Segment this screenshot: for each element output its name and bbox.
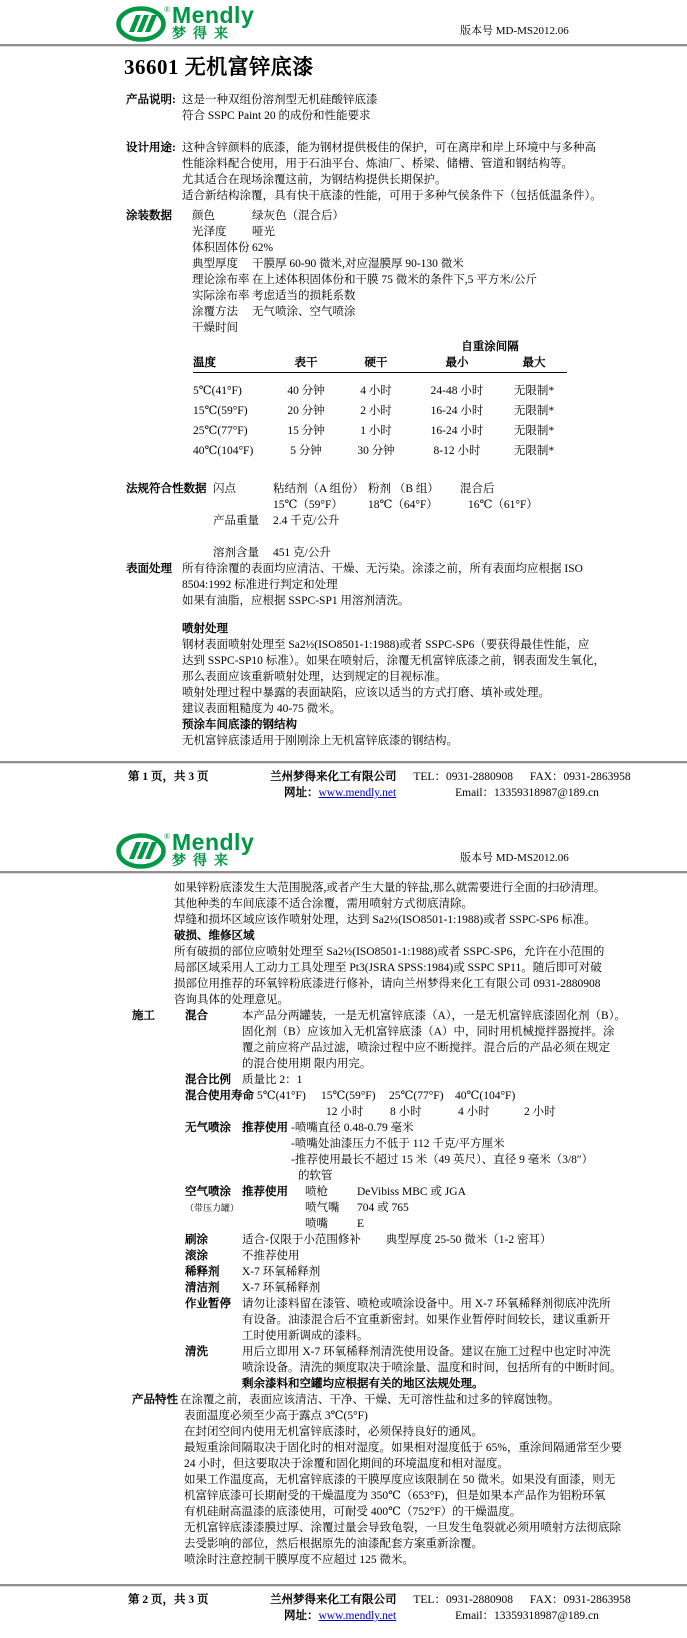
item-key: 喷气嘴 [305,1202,340,1214]
section-design-use [0,140,687,204]
cell: 15 分钟 [287,425,325,437]
text-line: 性能涂料配合使用，用于石油平台、炼油厂、桥梁、储槽、管道和钢结构等。 [182,158,573,170]
cell: 30 分钟 [357,445,395,457]
brand-name-cn: 梦得来 [172,25,235,41]
page-1 [0,0,687,801]
drying-time-table [193,338,567,461]
text-line: 的软管 [298,1170,333,1182]
pot-life-times [326,1104,687,1120]
text-line: 如果有油脂，应根据 SSPC-SP1 用溶剂清洗。 [182,595,410,607]
recommended-label: 推荐使用 [242,1122,288,1134]
section-application [0,1008,687,1392]
value: X-7 环氧稀释剂 [242,1282,321,1294]
damage-repair-title: 破损、维修区域 [174,930,255,942]
footer-line-2 [270,1608,645,1624]
web-label: 网址： [284,787,319,799]
col-header: 表干 [273,355,339,372]
text-line: 达到 SSPC-SP10 标准）。如果在喷射后，涂覆无机富锌底漆之前，钢表面发生氧化， [182,655,605,667]
table-row [193,421,567,441]
brand-logo [116,831,254,869]
coating-prop-row [192,304,687,320]
prop-key: 闪点 [213,483,236,495]
value: 451 克/公升 [273,547,331,559]
text-line: 在涂覆之前，表面应该清洁、干净、干燥、无可溶性盐和过多的锌腐蚀物。 [180,1394,560,1406]
text-line: 这是一种双组份溶剂型无机硅酸锌底漆 [182,94,378,106]
value: X-7 环氧稀释剂 [242,1266,321,1278]
text-line: 固化剂（B）应该加入无机富锌底漆（A）中，同时用机械搅拌器搅拌。涂 [242,1026,615,1038]
text-line: 如果工作温度高，无机富锌底漆的干膜厚度应该限制在 50 微米。如果没有面漆，则无 [184,1474,616,1486]
pot-life-temps [257,1088,515,1104]
tel: TEL：0931-2880908 [413,771,514,783]
time: 12 小时 [326,1106,364,1118]
fax: FAX：0931-2863958 [529,1594,631,1606]
cell: 40℃(104°F) [193,445,254,457]
text-line: -喷嘴直径 0.48-0.79 毫米 [291,1122,414,1134]
brand-logo [116,4,254,42]
page-header [0,827,687,871]
prop-body [242,1072,302,1088]
prop-key: 作业暂停 [185,1298,231,1310]
airless-spray-row [185,1120,687,1184]
time: 8 小时 [390,1106,422,1118]
text-line: 符合 SSPC Paint 20 的成份和性能要求 [182,110,371,122]
col-header: 硬干 [339,355,413,372]
text-line: 喷涂时注意控制干膜厚度不应超过 125 微米。 [184,1554,414,1566]
air-spray-item [291,1200,466,1216]
overcoat-header: 自重涂间隔 [461,340,519,353]
prop-key: 光泽度 [192,226,227,238]
text-line: 如果锌粉底漆发生大范围脱落,或者产生大量的锌盐,那么就需要进行全面的扫砂清理。 [174,882,606,894]
cleanup-row [185,1344,687,1392]
air-spray-item [291,1184,466,1200]
prop-key: 稀释剂 [185,1266,220,1278]
text-line: 机富锌底漆可长期耐受的干燥温度为 350℃（653°F)，但是如果本产品作为铝粉环氧 [184,1490,606,1502]
shop-primer-title: 预涂车间底漆的钢结构 [182,719,297,731]
prop-key: 清洁剂 [185,1282,220,1294]
prop-body [242,1280,320,1296]
mendly-logo-icon [116,831,170,869]
col-header: 最大 [501,355,567,372]
footer-divider [0,1584,687,1587]
brush-row [185,1232,687,1248]
section-body [182,92,687,124]
value: 适合-仅限于小范围修补 [242,1234,361,1246]
email: Email：13359318987@189.cn [455,1610,599,1622]
cell: 40 分钟 [287,385,325,397]
cell: 5℃(41°F) [193,385,242,397]
prop-body [242,1232,552,1248]
mixing-row [185,1008,687,1072]
overcoat-header-row [193,338,567,355]
text-line: 局部区域采用人工动力工具处理至 Pt3(JSRA SPSS:1984)或 SSPC SP11。随后即可对破 [174,962,602,974]
cell: 5 分钟 [290,445,322,457]
section-body [213,481,687,561]
text-line: 这种含锌颜料的底漆，能为钢材提供极佳的保护，可在离岸和岸上环境中与多种高 [182,142,596,154]
flash-point-row [213,481,687,497]
col-header: 混合后 [460,483,495,495]
temp: 5℃(41°F) [257,1090,306,1102]
air-spray-item [291,1216,466,1232]
section-body [192,208,687,336]
section-body [182,561,687,749]
web-label: 网址： [284,1610,319,1622]
time: 4 小时 [458,1106,490,1118]
item-value: 704 或 765 [357,1202,409,1214]
text-line: 请勿让漆料留在漆管、喷枪或喷涂设备中。用 X-7 环氧稀释剂彻底冲洗所 [242,1298,611,1310]
cell: 无限制* [513,425,555,437]
pot-life-row [185,1088,687,1104]
section-body [182,140,687,204]
cell: 2 小时 [360,405,392,417]
prop-body [291,1184,466,1232]
prop-value: 干膜厚 60-90 微米,对应湿膜厚 90-130 微米 [252,258,464,270]
website-link[interactable]: www.mendly.net [318,787,397,799]
page-title: 36601 无机富锌底漆 [124,55,314,79]
prop-body [242,1264,320,1280]
text-line: 焊缝和损坏区域应该作喷射处理，达到 Sa2½(ISO8501-1:1988)或者 SSPC-SP6 标准。 [174,914,596,926]
page-number: 第 1 页，共 3 页 [128,771,209,783]
brush-thickness: 典型厚度 25-50 微米（1-2 密耳） [385,1234,552,1246]
footer-divider [0,761,687,764]
prop-body [242,1248,300,1264]
prop-key: 刷涂 [185,1234,208,1246]
text-line: 钢材表面喷射处理至 Sa2½(ISO8501-1:1988)或者 SSPC-SP6（要获得最佳性能，应 [182,639,590,651]
cell: 16-24 小时 [430,405,484,417]
prop-key: 体积固体份 [192,242,250,254]
coating-prop-row [192,224,687,240]
thinner-row [185,1264,687,1280]
table-row [193,381,567,401]
section-label: 施工 [132,1010,155,1022]
fax: FAX：0931-2863958 [529,771,631,783]
cell: 无限制* [513,445,555,457]
text-line: -喷嘴处油漆压力不低于 112 千克/平方厘米 [291,1138,505,1150]
brand-name-cn: 梦得来 [172,852,235,868]
disposal-note: 剩余漆料和空罐均应根据有关的地区法规处理。 [242,1378,484,1390]
website-link[interactable]: www.mendly.net [318,1610,397,1622]
prop-key: 混合使用寿命 [185,1090,254,1102]
value: 不推荐使用 [242,1250,300,1262]
prop-key: 干燥时间 [192,322,238,334]
brand-name: Mendly [172,829,255,855]
prop-key: 清洗 [185,1346,208,1358]
text-line: 的混合使用期 限内用完。 [242,1058,372,1070]
pressure-pot-note: （带压力罐） [185,1203,240,1213]
version-label: 版本号 MD-MS2012.06 [460,852,569,864]
cell: 24-48 小时 [430,385,484,397]
section-label: 产品说明: [126,94,176,106]
section-features [0,1392,687,1408]
table-row [193,441,567,461]
blast-title: 喷射处理 [182,623,228,635]
tel: TEL：0931-2880908 [413,1594,514,1606]
section-label: 表面处理 [126,563,172,575]
surface-prep-continued [174,880,687,1008]
prop-key: 混合比例 [185,1074,231,1086]
cell: 4 小时 [360,385,392,397]
prop-key-main: 空气喷涂 [185,1186,231,1198]
text-line: -推荐使用最长不超过 15 米（49 英尺）、直径 9 毫米（3/8″） [291,1154,594,1166]
prop-key: 涂覆方法 [192,306,238,318]
text-line: 咨询具体的处理意见。 [174,994,289,1006]
version-label: 版本号 MD-MS2012.06 [460,25,569,37]
coating-prop-row [192,240,687,256]
prop-key: 理论涂布率 [192,274,250,286]
section-label: 产品特性 [132,1394,178,1406]
section-body [180,1392,687,1408]
text-line: 覆之前应将产品过滤，喷涂过程中应不断搅拌。混合后的产品必须在规定 [242,1042,610,1054]
text-line: 尤其适合在现场涂覆这前，为钢结构提供长期保护。 [182,174,447,186]
temp: 25℃(77°F) [389,1090,444,1102]
text-line: 表面温度必须至少高于露点 3℃(5°F) [184,1410,368,1422]
footer-line-1 [270,769,645,785]
text-line: 所有待涂覆的表面均应清洁、干燥、无污染。涂漆之前，所有表面均应根据 ISO [182,563,583,575]
prop-body [291,1120,593,1184]
text-line: 所有破损的部位应喷射处理至 Sa2½(ISO8501-1:1988)或者 SSPC-SP6，允许在小范围的 [174,946,605,958]
time: 2 小时 [524,1106,556,1118]
value: 15℃（59°F） [273,499,343,511]
registered-mark: ® [164,5,170,14]
roller-row [185,1248,687,1264]
page-2 [0,827,687,1624]
temp: 40℃(104°F) [455,1090,516,1102]
page-footer [0,769,687,801]
flash-point-values [213,497,687,513]
item-key: 喷枪 [305,1186,328,1198]
text-line: 用后立即用 X-7 环氧稀释剂清洗使用设备。建议在施工过程中也定时冲洗 [242,1346,611,1358]
text-line: 建议表面粗糙度为 40-75 微米。 [182,703,342,715]
mendly-logo-icon [116,4,170,42]
footer-line-2 [270,785,645,801]
text-line: 其他种类的车间底漆不适合涂覆，需用喷射方式彻底清除。 [174,898,473,910]
air-spray-row [185,1184,687,1232]
value: 质量比 2：1 [242,1074,303,1086]
cleaner-row [185,1280,687,1296]
text-line: 工时使用新调成的漆料。 [242,1330,369,1342]
cell: 16-24 小时 [430,425,484,437]
company-name: 兰州梦得来化工有限公司 [270,1594,397,1606]
cell: 无限制* [513,405,555,417]
brand-name: Mendly [172,2,255,28]
prop-value: 考虑适当的损耗系数 [252,290,356,302]
table-row [193,401,567,421]
coating-prop-row [192,208,687,224]
section-coating-data [0,208,687,336]
prop-key: 溶剂含量 [213,547,259,559]
text-line: 无机富锌底漆适用于刚刚涂上无机富锌底漆的钢结构。 [182,735,458,747]
table-header-row [193,355,567,372]
text-line: 损部位用推荐的环氧锌粉底漆进行修补，请向兰州梦得来化工有限公司 0931-2880908 [174,978,601,990]
registered-mark: ® [164,832,170,841]
page-header [0,0,687,44]
coating-prop-row [192,256,687,272]
text-line: 有机硅耐高温漆的底漆使用，可耐受 400℃（752°F）的干燥温度。 [184,1506,522,1518]
col-header: 最小 [413,355,501,372]
prop-key [185,1184,242,1232]
item-key: 喷嘴 [305,1218,328,1230]
prop-key: 实际涂布率 [192,290,250,302]
value: 18℃（64°F） [368,499,438,511]
prop-key: 无气喷涂 [185,1122,231,1134]
prop-value: 无气喷涂、空气喷涂 [252,306,356,318]
prop-body [242,1008,626,1072]
cell: 15℃(59°F) [193,405,248,417]
text-line: 8504:1992 标准进行判定和处理 [182,579,338,591]
item-value: DeVibiss MBC 或 JGA [357,1186,466,1198]
text-line: 最短重涂间隔取决于固化时的相对湿度。如果相对湿度低于 65%，重涂间隔通常至少要 [184,1442,622,1454]
text-line: 无机富锌底漆漆膜过厚、涂覆过量会导致龟裂，一旦发生龟裂就必须用喷射方法彻底除 [184,1522,621,1534]
col-header: 粉剂 （B 组） [368,483,439,495]
brand-text [172,829,255,868]
prop-body [242,1344,622,1392]
temp: 15℃(59°F) [321,1090,376,1102]
prop-value: 哑光 [252,226,275,238]
section-body [185,1008,687,1392]
prop-key: 产品重量 [213,515,259,527]
text-line: 喷射处理过程中暴露的表面缺陷，应该以适当的方式打磨、填补或处理。 [182,687,550,699]
footer-line-1 [270,1592,645,1608]
header-divider [0,871,687,874]
coating-prop-row [192,272,687,288]
cell: 1 小时 [360,425,392,437]
coating-prop-row [192,320,687,336]
value: 16℃（61°F） [468,499,538,511]
page-number: 第 2 页，共 3 页 [128,1594,209,1606]
footer-contact [270,1592,645,1624]
text-line: 适合新结构涂覆，具有快干底漆的性能，可用于多种气侯条件下（包括低温条件）。 [182,190,602,202]
header-divider [0,44,687,47]
item-value: E [357,1218,365,1230]
text-line: 24 小时，但这要取决于涂覆和固化期间的环境温度和相对湿度。 [184,1458,509,1470]
mix-ratio-row [185,1072,687,1088]
section-label: 设计用途: [126,142,176,154]
pot-life-block [185,1088,687,1120]
solvent-row [213,545,687,561]
col-header: 粘结剂（A 组份） [273,483,365,495]
coating-prop-row [192,288,687,304]
value: 2.4 千克/公升 [273,515,340,527]
page-footer [0,1592,687,1624]
company-name: 兰州梦得来化工有限公司 [270,771,397,783]
text-line: 本产品分两罐装，一是无机富锌底漆（A），一是无机富锌底漆固化剂（B）。 [242,1010,626,1022]
text-line: 有设备。油漆混合后不宜重新密封。如果作业暂停时间较长，建议重新开 [242,1314,610,1326]
text-line: 在封闭空间内使用无机富锌底漆时，必须保持良好的通风。 [184,1426,483,1438]
features-lines [184,1408,687,1568]
cell: 无限制* [513,385,555,397]
prop-value: 62% [252,242,274,254]
prop-key: 滚涂 [185,1250,208,1262]
prop-value: 在上述体积固体份和干膜 75 微米的条件下,5 平方米/公斤 [252,274,537,286]
cell: 8-12 小时 [433,445,481,457]
prop-key: 混合 [185,1010,208,1022]
prop-key: 典型厚度 [192,258,238,270]
section-regulatory [0,481,687,561]
text-line: 喷涂设备。清洗的频度取决于喷涂量、温度和时间，包括所有的中断时间。 [242,1362,622,1374]
col-header: 温度 [193,355,273,372]
cell: 20 分钟 [287,405,325,417]
prop-key: 颜色 [192,210,215,222]
work-pause-row [185,1296,687,1344]
prop-value: 绿灰色（混合后） [252,210,344,222]
text-line: 去受影响的部位，然后根据原先的油漆配套方案重新涂覆。 [184,1538,483,1550]
section-product-desc [0,92,687,124]
section-label: 法规符合性数据 [126,483,207,495]
weight-row [213,513,687,529]
brand-text [172,2,255,41]
section-label: 涂装数据 [126,210,172,222]
text-line: 那么表面应该重新喷射处理，达到规定的目视标准。 [182,671,447,683]
section-surface-prep [0,561,687,749]
footer-contact [270,769,645,801]
prop-body [242,1296,611,1344]
spacer-row [193,372,567,381]
email: Email：13359318987@189.cn [455,787,599,799]
cell: 25℃(77°F) [193,425,248,437]
recommended-label: 推荐使用 [242,1186,288,1198]
